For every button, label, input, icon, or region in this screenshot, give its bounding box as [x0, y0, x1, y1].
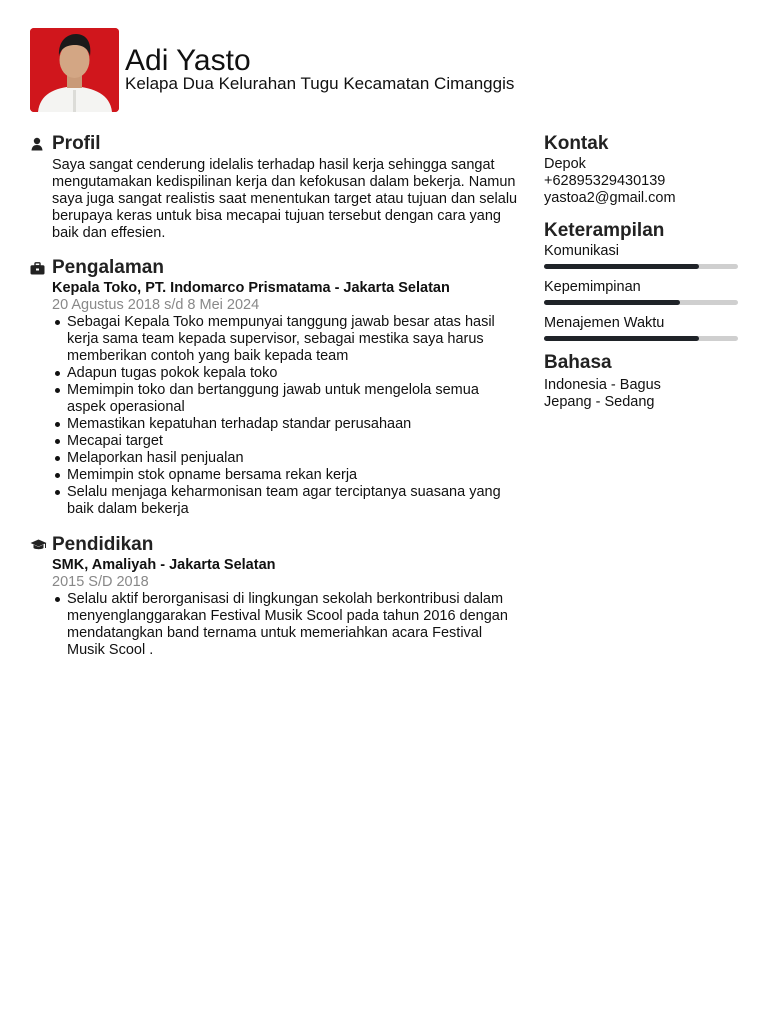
contact-section: [544, 132, 738, 207]
education-title: Pendidikan: [52, 534, 154, 555]
list-item: Sebagai Kepala Toko mempunyai tanggung jawab besar atas hasil kerja sama team kepada supervisor, sebagai mestika saya harus memberikan contoh yang baik kepada team: [67, 314, 520, 365]
education-bullets: [52, 591, 520, 659]
job-title: Kepala Toko, PT. Indomarco Prismatama - Jakarta Selatan: [52, 280, 450, 296]
graduation-cap-icon: [30, 535, 52, 555]
profile-title: Profil: [52, 133, 101, 154]
skill-fill: [544, 300, 680, 305]
briefcase-icon: [30, 258, 52, 278]
language-item: Indonesia - Bagus: [544, 377, 661, 393]
contact-city: Depok: [544, 156, 586, 172]
languages-section: [544, 351, 738, 411]
skill-item: [544, 279, 738, 305]
experience-title: Pengalaman: [52, 257, 164, 278]
education-header: [30, 533, 520, 557]
education-section: [30, 533, 520, 659]
profile-photo: [30, 28, 119, 112]
contact-email: yastoa2@gmail.com: [544, 190, 676, 206]
list-item: Mecapai target: [67, 433, 520, 450]
address-subtitle: Kelapa Dua Kelurahan Tugu Kecamatan Cimanggis: [125, 74, 515, 93]
experience-body: [30, 280, 520, 518]
skill-label: Komunikasi: [544, 243, 619, 259]
contact-phone: +62895329430139: [544, 173, 666, 189]
list-item: Memimpin stok opname bersama rekan kerja: [67, 467, 520, 484]
languages-lines: [544, 377, 738, 411]
skill-bar: [544, 336, 738, 341]
skill-bar: [544, 300, 738, 305]
person-icon: [30, 134, 52, 154]
languages-title: Bahasa: [544, 352, 612, 373]
skills-title: Keterampilan: [544, 220, 665, 241]
language-item: Jepang - Sedang: [544, 394, 655, 410]
skill-item: [544, 243, 738, 269]
education-date: 2015 S/D 2018: [52, 574, 149, 590]
person-name: Adi Yasto: [125, 44, 251, 77]
experience-header: [30, 256, 520, 280]
contact-title: Kontak: [544, 133, 609, 154]
job-date: 20 Agustus 2018 s/d 8 Mei 2024: [52, 297, 260, 313]
list-item: Melaporkan hasil penjualan: [67, 450, 520, 467]
contact-lines: [544, 156, 738, 207]
list-item: Selalu menjaga keharmonisan team agar terciptanya suasana yang baik dalam bekerja: [67, 484, 520, 518]
list-item: Memastikan kepatuhan terhadap standar perusahaan: [67, 416, 520, 433]
profile-header: [30, 132, 520, 156]
education-body: [30, 557, 520, 659]
list-item: Memimpin toko dan bertanggung jawab untuk mengelola semua aspek operasional: [67, 382, 520, 416]
skill-bar: [544, 264, 738, 269]
profile-section: [30, 132, 520, 242]
skill-fill: [544, 336, 699, 341]
skill-label: Kepemimpinan: [544, 279, 641, 295]
skill-label: Menajemen Waktu: [544, 315, 665, 331]
skill-fill: [544, 264, 699, 269]
list-item: Selalu aktif berorganisasi di lingkungan sekolah berkontribusi dalam menyenglanggarakan Festival Musik Scool pada tahun 2016 dengan mendatangkan band ternama untuk memeriahkan acara Festival Musik Scool .: [67, 591, 520, 659]
profile-text: Saya sangat cenderung idelalis terhadap hasil kerja sehingga sangat mengutamakan kedispilinan kerja dan kefokusan dalam bekerja. Namun saya juga sangat realistis saat menentukan target atau tujuan dan selalu berupaya keras untuk bisa mecapai tujuan tersebut dengan cara yang baik dan effesien.: [52, 157, 518, 241]
skill-item: [544, 315, 738, 341]
main-column: [30, 132, 520, 659]
side-column: [544, 132, 738, 411]
school-name: SMK, Amaliyah - Jakarta Selatan: [52, 557, 276, 573]
skills-section: [544, 219, 738, 341]
experience-bullets: [52, 314, 520, 518]
list-item: Adapun tugas pokok kepala toko: [67, 365, 520, 382]
experience-section: [30, 256, 520, 518]
